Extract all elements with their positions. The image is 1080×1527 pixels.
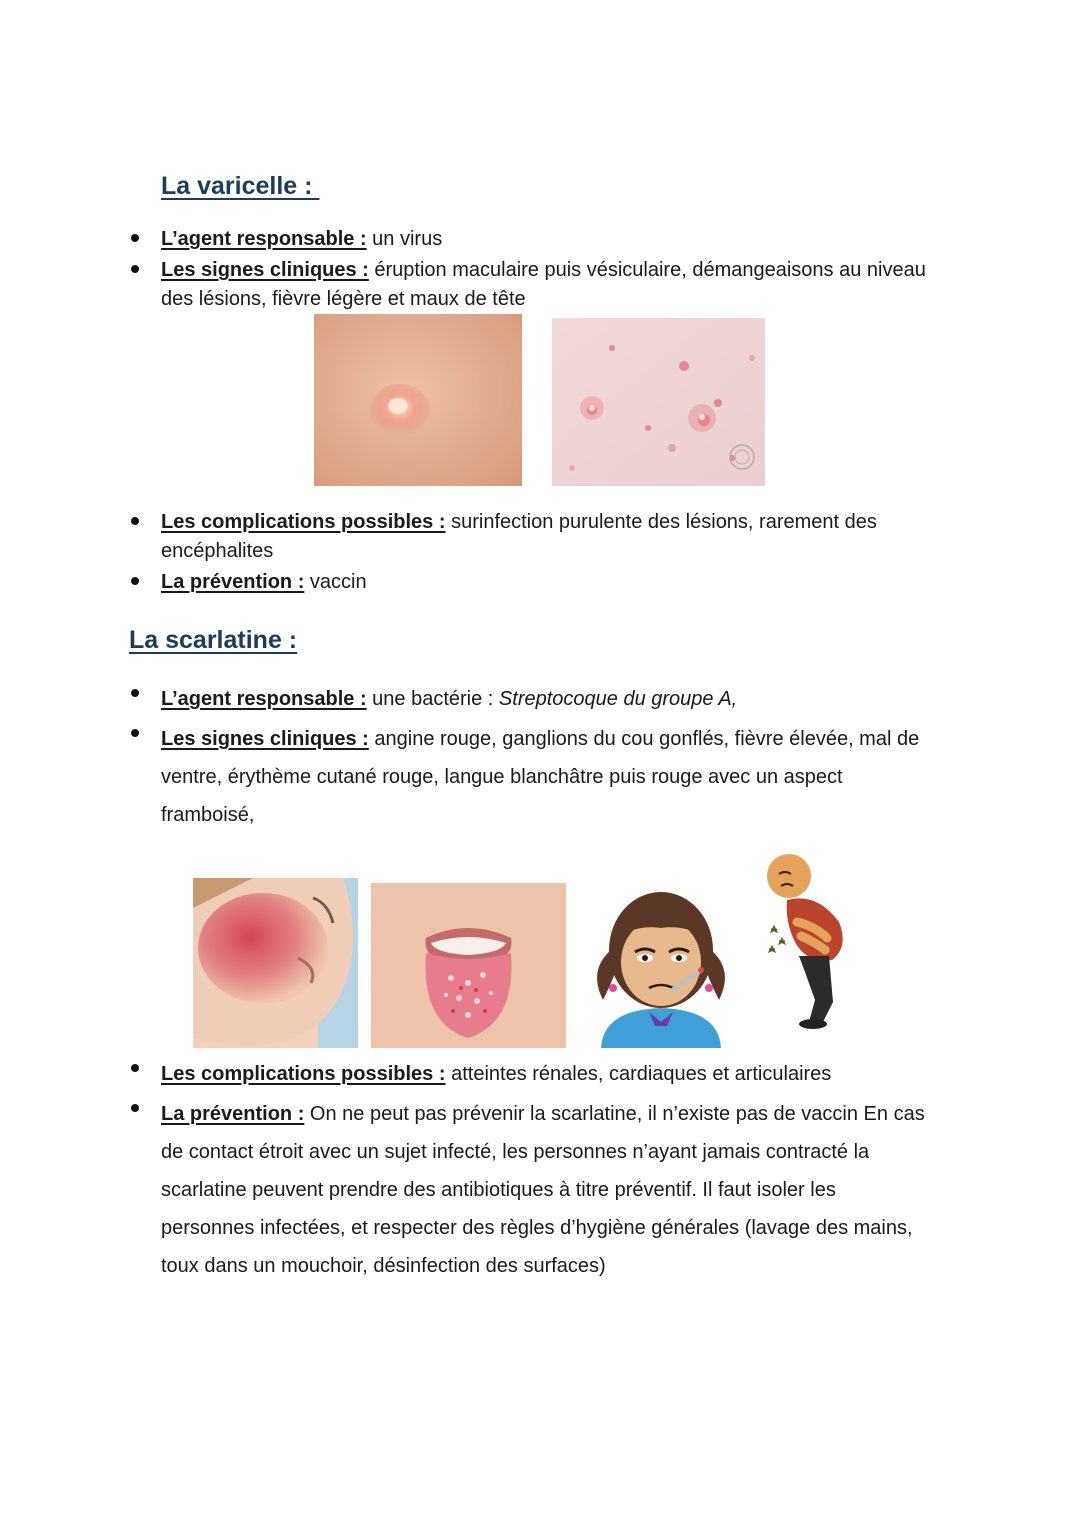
agent-text: un virus (366, 228, 443, 250)
list-item-complications (161, 1055, 931, 1093)
bullet-icon (131, 265, 139, 273)
stomach-ache-illustration (757, 852, 852, 1030)
prevention-label: La prévention : (161, 1103, 305, 1125)
bullet-icon (131, 689, 139, 697)
complications-label: Les complications possibles : (161, 1063, 446, 1085)
section-title-scarlatine: La scarlatine : (129, 626, 298, 654)
complications-text: atteintes rénales, cardiaques et articulaires (445, 1063, 832, 1085)
scarlatine-list-bottom (161, 1055, 931, 1287)
agent-label: L’agent responsable : (161, 688, 367, 710)
list-item-complications (161, 508, 961, 566)
varicelle-list-bottom (161, 508, 961, 599)
signes-text: éruption maculaire puis vésiculaire, démangeaisons au niveau des lésions, fièvre légère et maux de tête (161, 259, 926, 310)
list-item-prevention (161, 1095, 931, 1285)
bullet-icon (131, 517, 139, 525)
list-item-signes (161, 256, 961, 314)
signes-text: angine rouge, ganglions du cou gonflés, fièvre élevée, mal de ventre, érythème cutané rouge, langue blanchâtre puis rouge avec un aspect framboisé, (161, 728, 920, 826)
strawberry-tongue-photo (371, 883, 566, 1048)
bullet-icon (131, 1104, 139, 1112)
prevention-label: La prévention : (161, 571, 305, 593)
agent-label: L’agent responsable : (161, 228, 367, 250)
prevention-text: vaccin (304, 571, 367, 593)
agent-text-italic: Streptocoque du groupe A, (498, 688, 738, 710)
vesicular-rash-photo (552, 318, 765, 486)
list-item-signes (161, 720, 941, 834)
varicelle-list-top (161, 225, 961, 316)
bullet-icon (131, 1064, 139, 1072)
bullet-icon (131, 729, 139, 737)
bullet-icon (131, 577, 139, 585)
feverish-girl-illustration (583, 880, 739, 1048)
prevention-text: On ne peut pas prévenir la scarlatine, il n’existe pas de vaccin En cas de contact étroit avec un sujet infecté, les personnes n’ayant jamais contracté la scarlatine peuvent prendre des antibiotiques à titre préventif. Il faut isoler les personnes infectées, et respecter des règles d’hygiène générales (lavage des mains, toux dans un mouchoir, désinfection des surfaces) (161, 1103, 925, 1277)
list-item-agent (161, 680, 941, 718)
signes-label: Les signes cliniques : (161, 728, 369, 750)
signes-label: Les signes cliniques : (161, 259, 369, 281)
agent-text: une bactérie : (366, 688, 499, 710)
single-vesicle-photo (314, 314, 522, 486)
list-item-prevention (161, 568, 961, 597)
red-cheek-photo (193, 878, 358, 1048)
complications-text: surinfection purulente des lésions, rarement des encéphalites (161, 511, 877, 562)
section-title-varicelle: La varicelle : (161, 172, 320, 200)
complications-label: Les complications possibles : (161, 511, 446, 533)
scarlatine-list-top (161, 680, 941, 836)
bullet-icon (131, 234, 139, 242)
list-item-agent (161, 225, 961, 254)
